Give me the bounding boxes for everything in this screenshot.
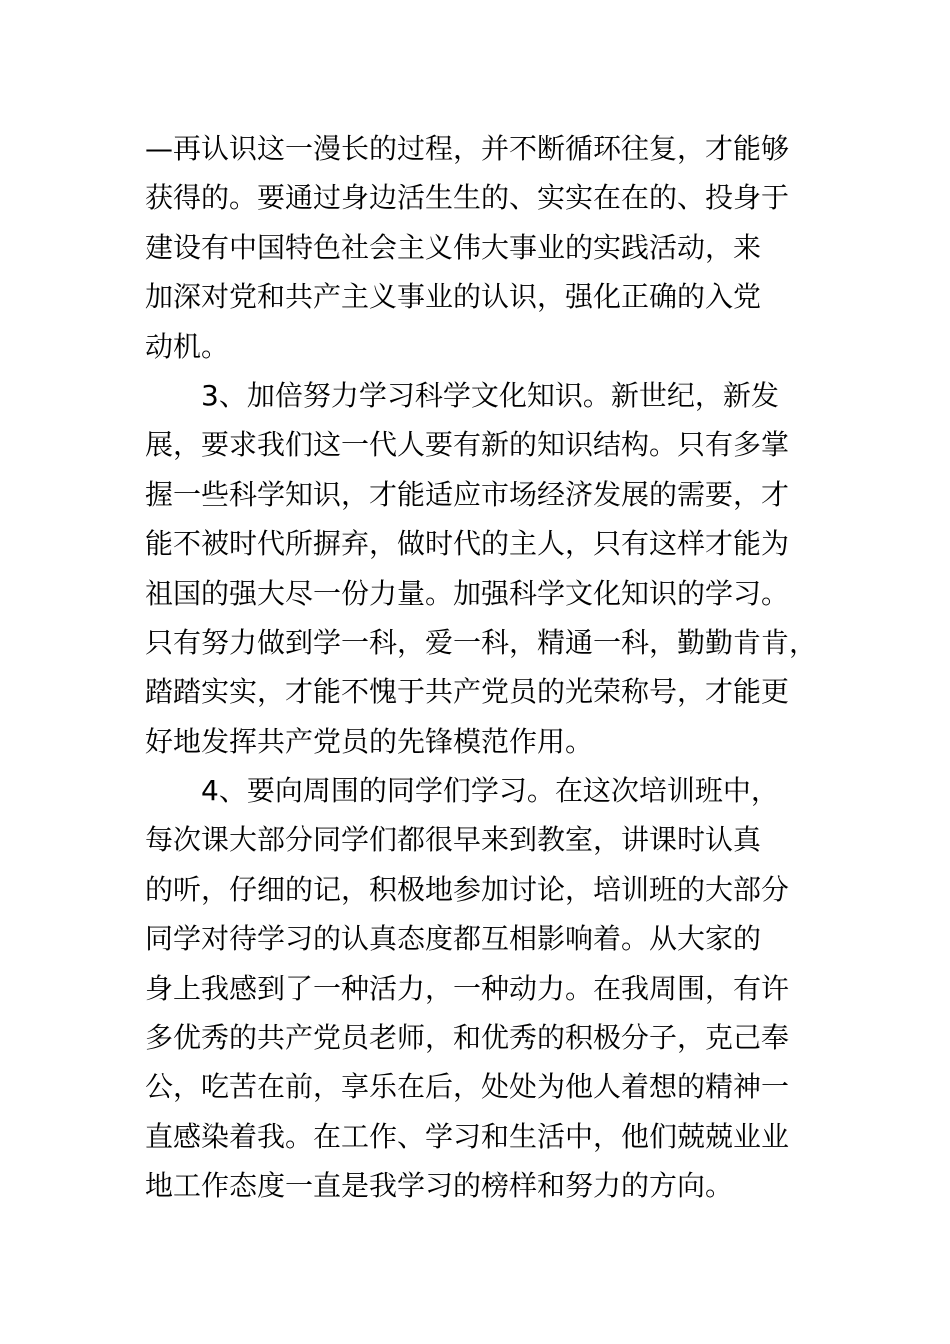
text-line: 公，吃苦在前，享乐在后，处处为他人着想的精神一 bbox=[145, 1070, 790, 1104]
text-line: 祖国的强大尽一份力量。加强科学文化知识的学习。 bbox=[145, 576, 790, 610]
text-line: 握一些科学知识，才能适应市场经济发展的需要，才 bbox=[145, 477, 790, 511]
text-line: 多优秀的共产党员老师，和优秀的积极分子，克己奉 bbox=[145, 1021, 790, 1055]
text-line: 动机。 bbox=[145, 329, 230, 363]
paragraph-point-3 bbox=[145, 371, 818, 766]
text-line: 建设有中国特色社会主义伟大事业的实践活动，来 bbox=[145, 230, 762, 264]
text-line: 身上我感到了一种活力，一种动力。在我周围，有许 bbox=[145, 971, 790, 1005]
text-line-first: 4、要向周围的同学们学习。在这次培训班中， bbox=[201, 774, 779, 808]
text-line: 直感染着我。在工作、学习和生活中，他们兢兢业业 bbox=[145, 1119, 790, 1153]
text-line: 地工作态度一直是我学习的榜样和努力的方向。 bbox=[145, 1169, 734, 1203]
text-line: 加深对党和共产主义事业的认识，强化正确的入党 bbox=[145, 280, 762, 314]
text-line: —再认识这一漫长的过程，并不断循环往复，才能够 bbox=[145, 132, 790, 165]
text-line: 每次课大部分同学们都很早来到教室，讲课时认真 bbox=[145, 823, 762, 857]
paragraph-point-4 bbox=[145, 766, 805, 1211]
text-line-first: 3、加倍努力学习科学文化知识。新世纪，新发 bbox=[201, 378, 779, 412]
text-line: 展，要求我们这一代人要有新的知识结构。只有多掌 bbox=[145, 428, 790, 462]
text-line: 同学对待学习的认真态度都互相影响着。从大家的 bbox=[145, 922, 762, 956]
text-line: 踏踏实实，才能不愧于共产党员的光荣称号，才能更 bbox=[145, 675, 790, 709]
paragraph-continuation bbox=[145, 124, 805, 371]
document-body bbox=[145, 124, 818, 1211]
text-line: 的听，仔细的记，积极地参加讨论，培训班的大部分 bbox=[145, 872, 790, 906]
text-line: 获得的。要通过身边活生生的、实实在在的、投身于 bbox=[145, 181, 790, 215]
text-line: 只有努力做到学一科，爱一科，精通一科，勤勤肯肯， bbox=[145, 625, 818, 659]
text-line: 好地发挥共产党员的先锋模范作用。 bbox=[145, 724, 594, 758]
text-line: 能不被时代所摒弃，做时代的主人，只有这样才能为 bbox=[145, 527, 790, 561]
